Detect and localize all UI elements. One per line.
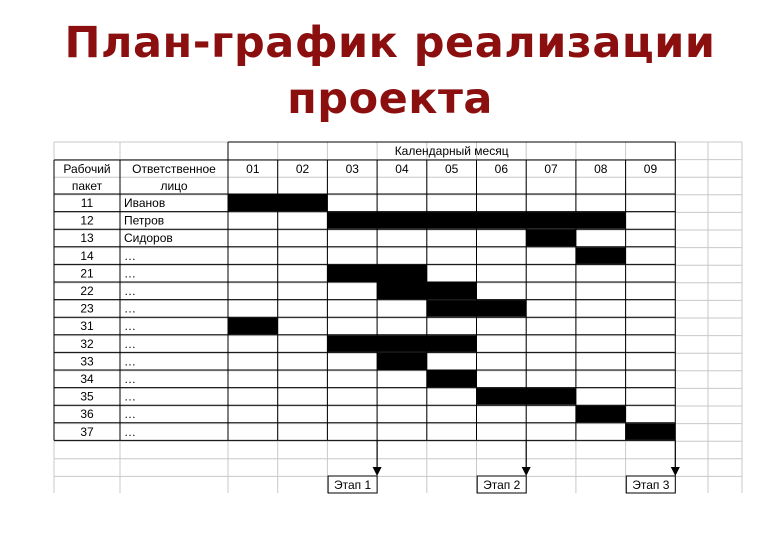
row-person-13: Сидоров	[124, 231, 173, 246]
person-header-line-1: Ответственное	[132, 162, 216, 176]
row-person-34: …	[124, 372, 136, 386]
row-person-21: …	[124, 266, 136, 281]
row-package-31: 31	[80, 319, 94, 334]
person-header-line-2: лицо	[160, 179, 188, 193]
gantt-bar	[477, 300, 527, 317]
row-person-33: …	[124, 354, 136, 369]
row-package-34: 34	[80, 372, 94, 386]
month-header-03: 03	[345, 162, 359, 176]
gantt-bar	[377, 353, 427, 370]
milestone-label-3: Этап 3	[632, 478, 670, 492]
milestone-arrow-head	[522, 467, 531, 476]
gantt-bar	[427, 371, 477, 388]
gantt-bar	[576, 406, 626, 423]
gantt-bar	[377, 335, 427, 352]
month-header-05: 05	[444, 162, 459, 176]
slide-title-line-1: План-график реализации	[64, 18, 716, 68]
gantt-bar	[327, 212, 377, 229]
gantt-bar	[228, 195, 278, 212]
row-package-37: 37	[80, 424, 94, 439]
row-package-12: 12	[80, 213, 94, 228]
milestone-arrow-head	[373, 467, 382, 476]
row-person-36: …	[124, 407, 136, 422]
month-header-08: 08	[594, 162, 608, 176]
gantt-bar	[377, 265, 427, 282]
gantt-bar	[526, 388, 576, 405]
month-header-01: 01	[246, 162, 260, 176]
package-header-line-1: Рабочий	[63, 162, 111, 176]
row-package-35: 35	[80, 389, 94, 404]
month-group-header: Календарный месяц	[394, 144, 509, 158]
month-header-02: 02	[295, 162, 310, 176]
row-person-31: …	[124, 319, 136, 334]
gantt-bar	[427, 283, 477, 300]
gantt-bar	[278, 195, 328, 212]
gantt-bar	[576, 247, 626, 264]
gantt-bar	[626, 423, 676, 440]
milestone-label-1: Этап 1	[334, 478, 372, 492]
row-package-11: 11	[80, 196, 94, 210]
row-package-21: 21	[80, 266, 94, 281]
gantt-bar	[228, 318, 278, 335]
gantt-bar	[526, 212, 576, 229]
gantt-bar	[576, 212, 626, 229]
row-package-32: 32	[80, 336, 94, 351]
row-person-14: …	[124, 248, 136, 263]
gantt-bar	[477, 388, 527, 405]
month-header-07: 07	[544, 162, 558, 176]
gantt-bar	[377, 212, 427, 229]
gantt-bar	[427, 300, 477, 317]
gantt-bar	[427, 335, 477, 352]
row-person-22: …	[124, 284, 136, 298]
gantt-bar	[526, 230, 576, 247]
package-header-line-2: пакет	[71, 179, 103, 193]
row-person-23: …	[124, 301, 136, 316]
month-header-09: 09	[643, 162, 658, 176]
milestone-label-2: Этап 2	[483, 478, 521, 492]
row-package-14: 14	[80, 248, 94, 263]
row-package-22: 22	[80, 284, 94, 298]
row-package-23: 23	[80, 301, 94, 316]
milestone-arrow-head	[671, 467, 680, 476]
gantt-bar	[327, 265, 377, 282]
row-package-36: 36	[80, 407, 94, 422]
row-person-32: …	[124, 336, 136, 351]
row-person-35: …	[124, 389, 136, 404]
row-person-37: …	[124, 424, 136, 439]
gantt-bar	[377, 283, 427, 300]
row-person-11: Иванов	[124, 196, 166, 210]
slide-title-line-2: проекта	[287, 74, 493, 124]
gantt-bar	[327, 335, 377, 352]
month-header-04: 04	[395, 162, 409, 176]
gantt-bar	[477, 212, 527, 229]
row-package-13: 13	[80, 231, 94, 246]
gantt-bar	[427, 212, 477, 229]
month-header-06: 06	[494, 162, 509, 176]
row-package-33: 33	[80, 354, 94, 369]
row-person-12: Петров	[124, 213, 165, 228]
